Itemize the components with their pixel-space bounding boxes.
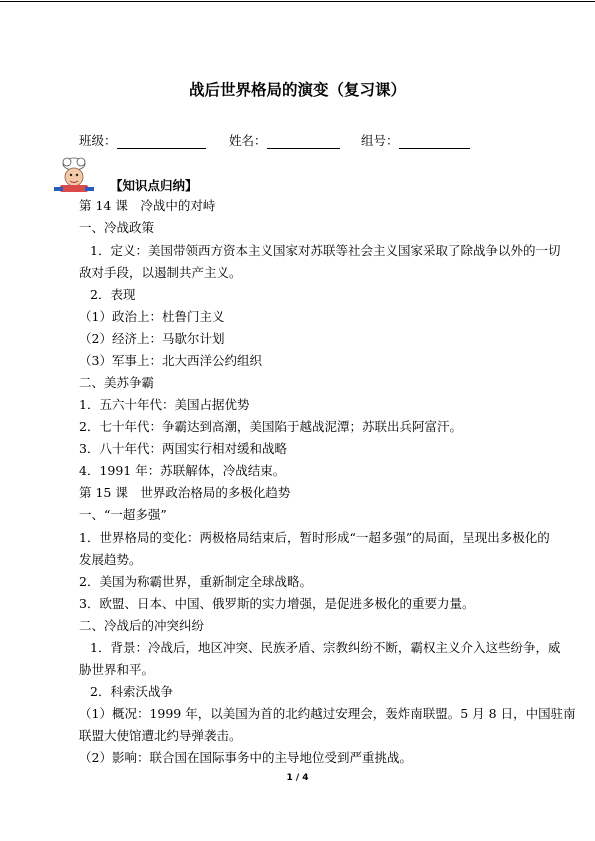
text-line: 2．七十年代：争霸达到高潮，美国陷于越战泥潭；苏联出兵阿富汗。: [79, 419, 462, 434]
class-label: 班级：: [79, 133, 117, 148]
group-blank: [399, 135, 470, 149]
subheading: 一、“一超多强”: [79, 507, 167, 522]
text-line: （2）经济上：马歇尔计划: [79, 331, 225, 346]
chef-mascot-icon: [52, 157, 96, 193]
subheading: 二、美苏争霸: [79, 375, 155, 390]
text-line: 2．科索沃战争: [90, 684, 173, 699]
text-line: （1）政治上：杜鲁门主义: [79, 309, 225, 324]
lesson-heading: 第 14 课 冷战中的对峙: [79, 198, 216, 213]
name-label: 姓名：: [229, 133, 267, 148]
page-number: 1 / 4: [286, 773, 309, 783]
class-field: [79, 131, 206, 149]
text-line: （3）军事上：北大西洋公约组织: [79, 353, 262, 368]
text-line: 胁世界和平。: [79, 662, 155, 677]
subheading: 二、冷战后的冲突纠纷: [79, 618, 205, 633]
text-line: 4．1991 年：苏联解体，冷战结束。: [79, 463, 286, 478]
text-line: 3．八十年代：两国实行相对缓和战略: [79, 441, 287, 456]
text-line: 1．五六十年代：美国占据优势: [79, 397, 250, 412]
lesson-heading: 第 15 课 世界政治格局的多极化趋势: [79, 485, 291, 500]
top-border-line: [0, 1, 595, 2]
class-blank: [117, 135, 206, 149]
text-line: 1．定义：美国带领西方资本主义国家对苏联等社会主义国家采取了除战争以外的一切: [90, 243, 561, 258]
text-line: 2．美国为称霸世界，重新制定全球战略。: [79, 574, 312, 589]
name-field: [229, 131, 340, 149]
name-blank: [267, 135, 340, 149]
text-line: 2．表现: [90, 287, 136, 302]
subheading: 一、冷战政策: [79, 220, 155, 235]
page-title: 战后世界格局的演变（复习课）: [188, 81, 406, 99]
text-line: 1．背景：冷战后，地区冲突、民族矛盾、宗教纠纷不断，霸权主义介入这些纷争，威: [90, 640, 561, 655]
group-field: [361, 131, 470, 149]
text-line: 1．世界格局的变化：两极格局结束后，暂时形成“一超多强”的局面，呈现出多极化的: [79, 530, 550, 545]
section-heading: 【知识点归纳】: [110, 178, 198, 193]
group-label: 组号：: [361, 133, 399, 148]
text-line: 敌对手段，以遏制共产主义。: [79, 265, 242, 280]
text-line: （1）概况：1999 年，以美国为首的北约越过安理会，轰炸南联盟。5 月 8 日，中国驻南: [79, 706, 576, 721]
text-line: 3．欧盟、日本、中国、俄罗斯的实力增强，是促进多极化的重要力量。: [79, 596, 475, 611]
text-line: 联盟大使馆遭北约导弹袭击。: [79, 728, 242, 743]
text-line: 发展趋势。: [79, 552, 142, 567]
text-line: （2）影响：联合国在国际事务中的主导地位受到严重挑战。: [79, 750, 412, 765]
